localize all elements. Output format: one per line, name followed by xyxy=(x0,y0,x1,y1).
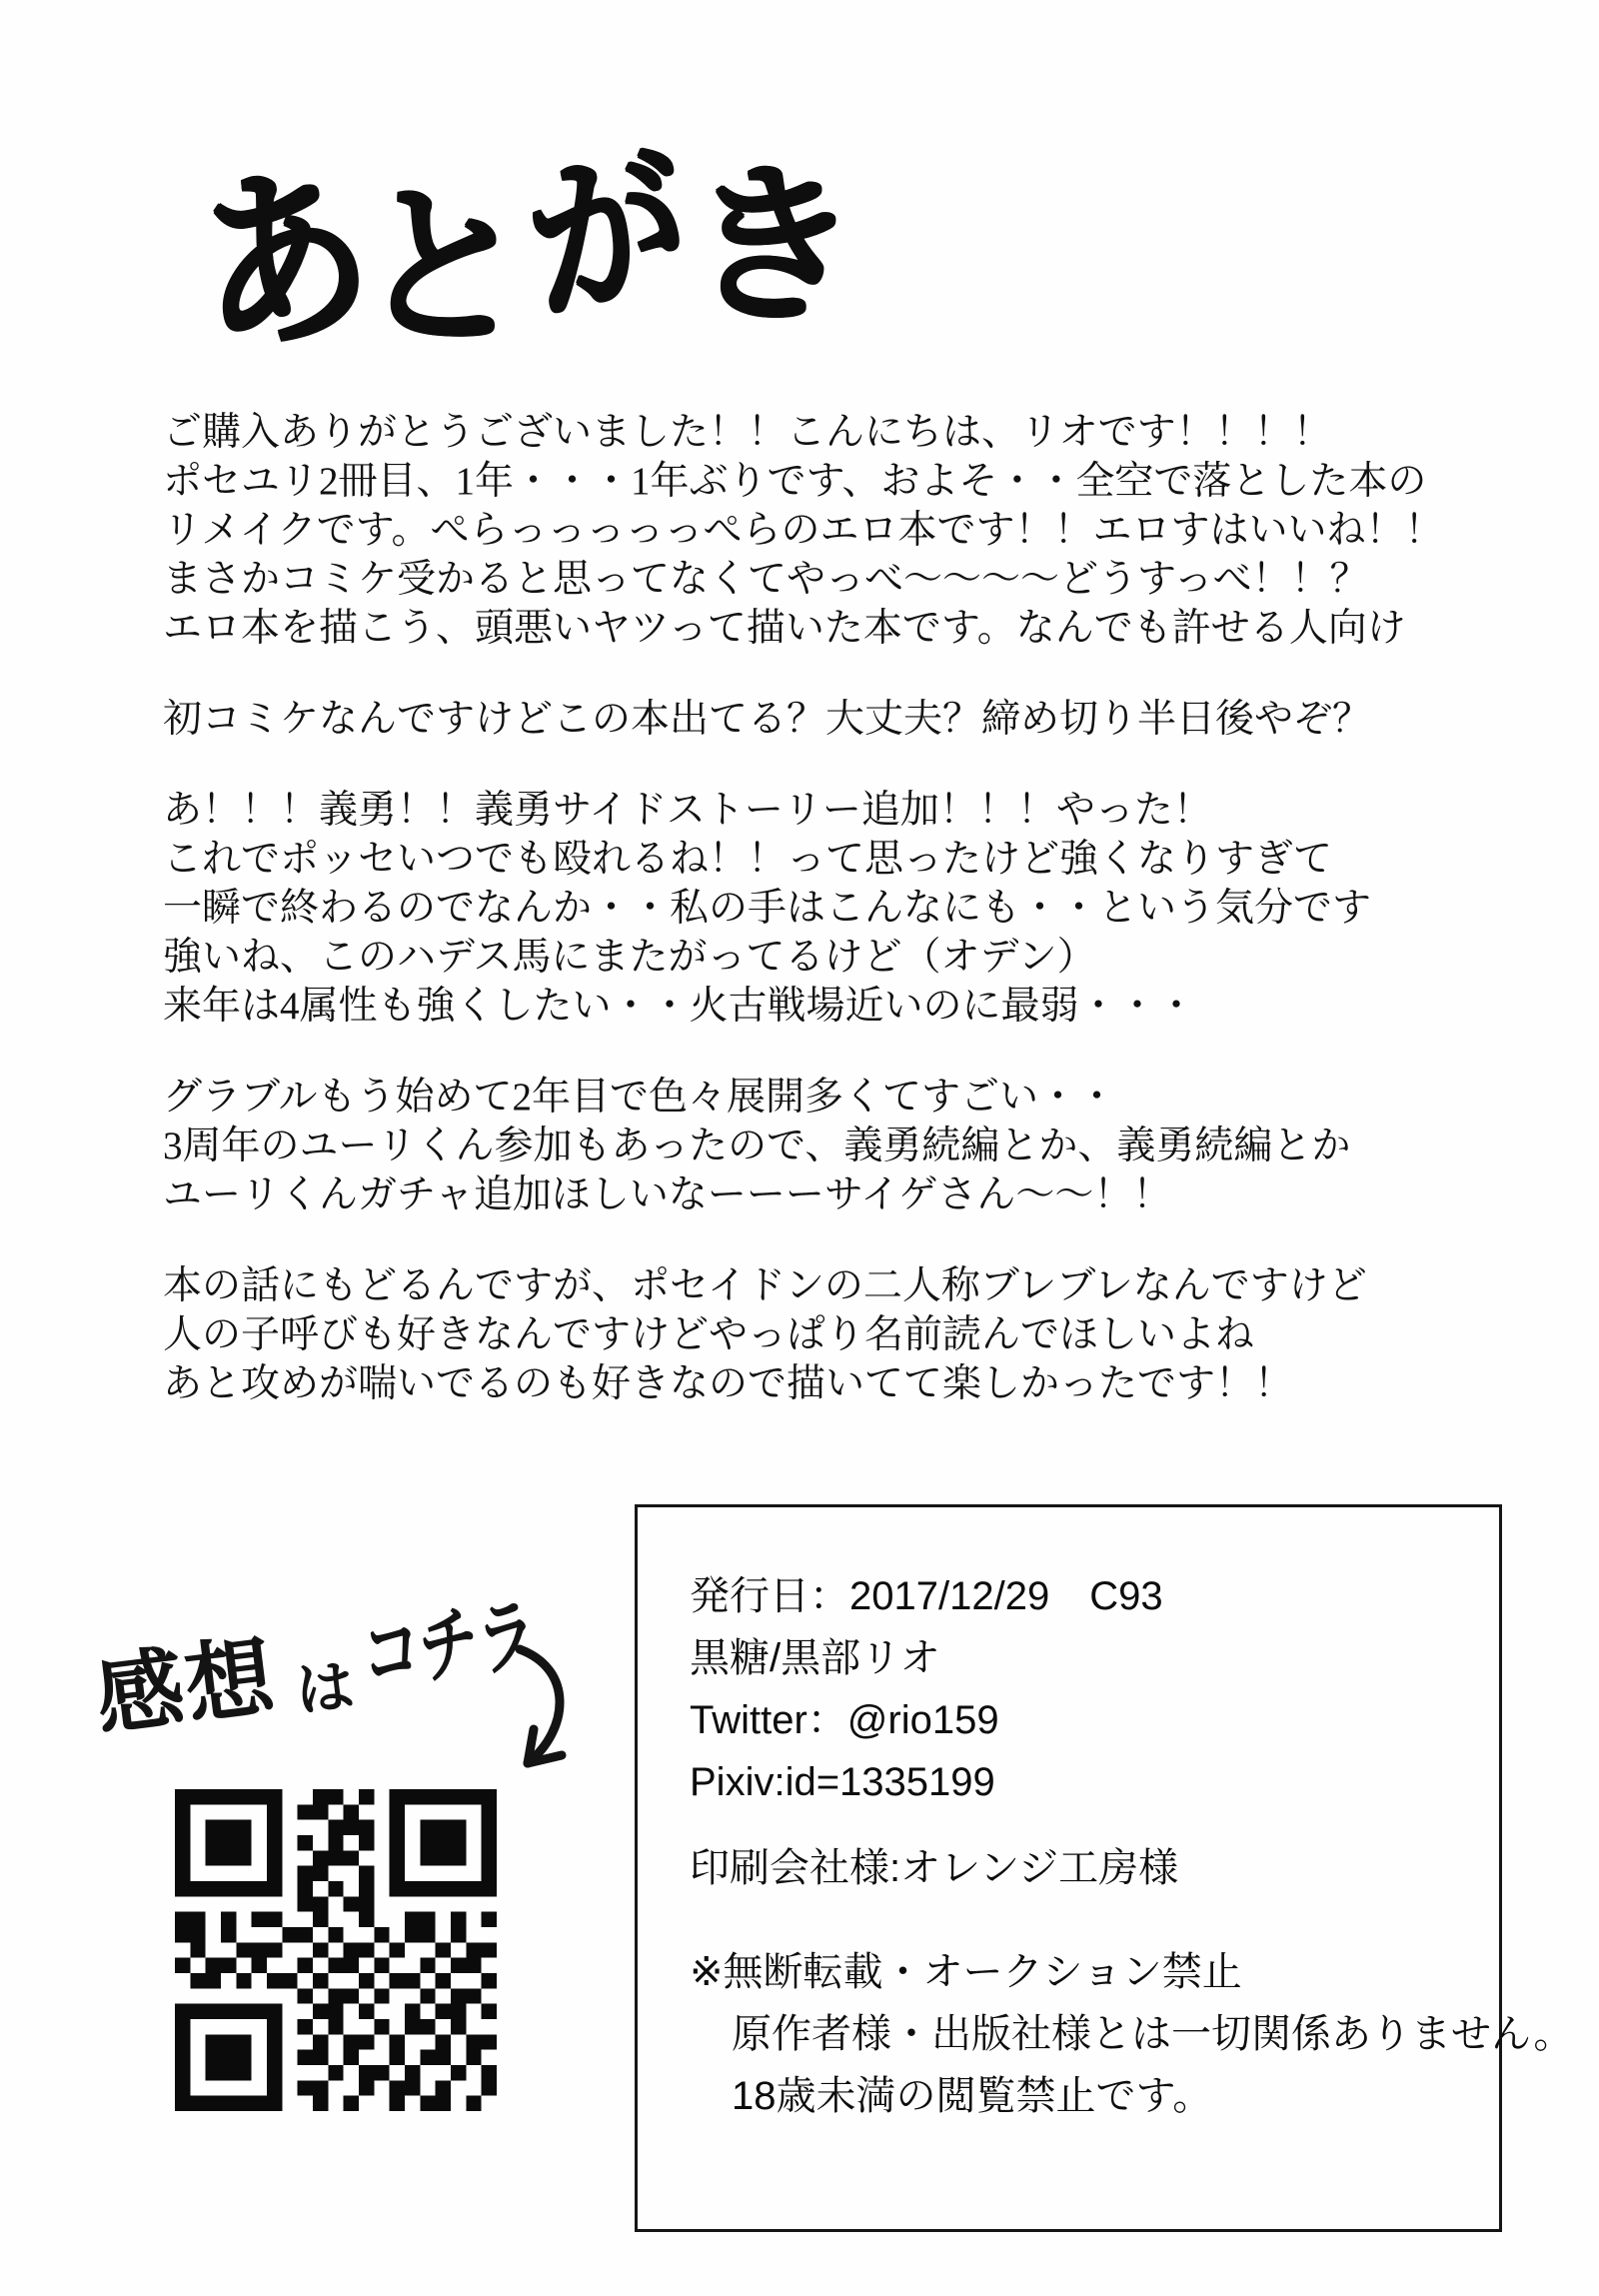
afterword-line: 人の子呼びも好きなんですけどやっぱり名前読んでほしいよね xyxy=(163,1313,1255,1356)
pixiv-line: Pixiv:id=1335199 xyxy=(690,1760,995,1804)
feedback-note-word2: コチラ xyxy=(359,1590,538,1702)
feedback-note-particle: は xyxy=(294,1654,357,1723)
afterword-paragraph xyxy=(163,408,1452,653)
afterword-line: リメイクです。ぺらっっっっっぺらのエロ本です！！エロすはいいね！！ xyxy=(163,509,1444,552)
page-title xyxy=(183,112,853,380)
afterword-paragraph xyxy=(163,1073,1452,1219)
title-char: あ xyxy=(183,143,376,380)
curved-arrow-icon xyxy=(482,1641,592,1781)
title-char: と xyxy=(350,165,528,369)
afterword-line: エロ本を描こう、頭悪いヤツって描いた本です。なんでも許せる人向け xyxy=(163,607,1406,650)
afterword-paragraph xyxy=(163,786,1452,1031)
feedback-note-word1: 感想 xyxy=(90,1626,282,1747)
afterword-line: 強いね、このハデス馬にまたがってるけど（オデン） xyxy=(163,936,1096,979)
afterword-line: 初コミケなんですけどこの本出てる？大丈夫？締め切り半日後やぞ？ xyxy=(163,698,1372,741)
spacer xyxy=(690,1899,1469,1941)
publish-date-line: 発行日：2017/12/29 C93 xyxy=(690,1574,1163,1618)
afterword-line: グラブルもう始めて2年目で色々展開多くてすごい・・ xyxy=(163,1076,1116,1119)
afterword-line: ご購入ありがとうございました！！こんにちは、リオです！！！！ xyxy=(163,411,1332,454)
afterword-line: 一瞬で終わるのでなんか・・私の手はこんなにも・・という気分です xyxy=(163,887,1372,930)
notice-line-1: ※無断転載・オークション禁止 xyxy=(690,1950,1242,1994)
twitter-line: Twitter：@rio159 xyxy=(690,1698,999,1742)
qr-code xyxy=(175,1789,497,2111)
title-char: き xyxy=(683,146,853,345)
notice-line-3: 18歳未満の閲覧禁止です。 xyxy=(732,2074,1213,2118)
qr-code-svg xyxy=(175,1789,497,2111)
circle-author-line: 黒糖/黒部リオ xyxy=(690,1636,940,1680)
afterword-line: これでポッセいつでも殴れるね！！って思ったけど強くなりすぎて xyxy=(163,838,1333,881)
afterword-body xyxy=(163,408,1452,1450)
afterword-line: 3周年のユーリくん参加もあったので、義勇続編とか、義勇続編とか xyxy=(163,1125,1351,1167)
spacer xyxy=(690,1813,1469,1837)
afterword-line: あ！！！義勇！！義勇サイドストーリー追加！！！やった！ xyxy=(163,789,1212,832)
colophon-box xyxy=(635,1504,1574,2232)
afterword-paragraph xyxy=(163,1261,1452,1408)
afterword-line: ユーリくんガチャ追加ほしいなーーーサイゲさん～～！！ xyxy=(163,1173,1172,1216)
afterword-paragraph xyxy=(163,695,1452,744)
afterword-line: 来年は4属性も強くしたい・・火古戦場近いのに最弱・・・ xyxy=(163,985,1196,1028)
afterword-line: 本の話にもどるんですが、ポセイドンの二人称ブレブレなんですけど xyxy=(163,1264,1367,1307)
afterword-line: ポセユリ2冊目、1年・・・1年ぶりです、およそ・・全空で落とした本の xyxy=(163,460,1427,503)
afterword-line: まさかコミケ受かると思ってなくてやっべ～～～～どうすっべ！！？ xyxy=(163,558,1369,601)
notice-line-2: 原作者様・出版社様とは一切関係ありません。 xyxy=(732,2012,1574,2056)
title-char: が xyxy=(511,126,697,344)
printer-line: 印刷会社様:オレンジ工房様 xyxy=(690,1846,1179,1890)
afterword-line: あと攻めが喘いでるのも好きなので描いてて楽しかったです！！ xyxy=(163,1362,1294,1405)
